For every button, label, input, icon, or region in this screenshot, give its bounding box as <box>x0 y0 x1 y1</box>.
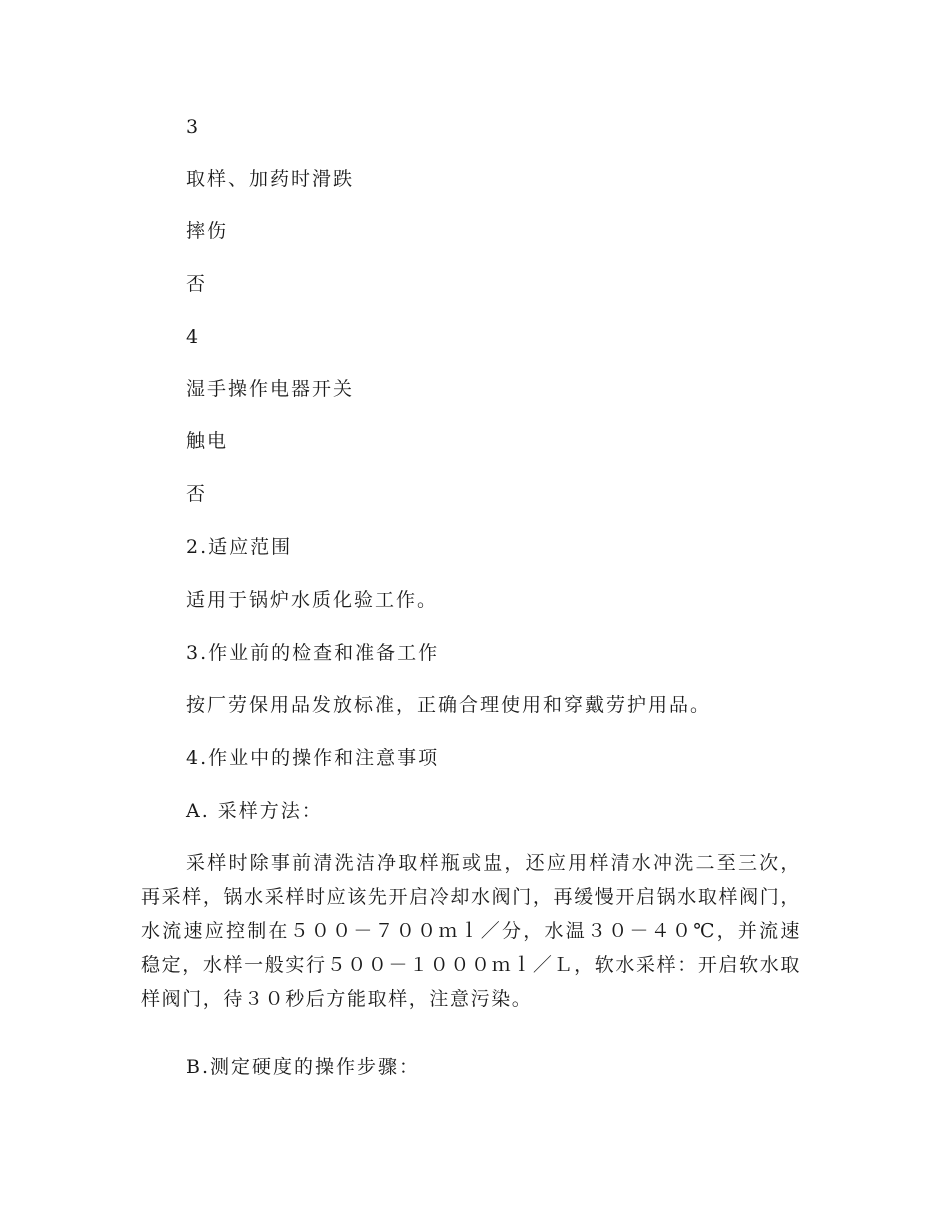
section-heading-scope: 2.适应范围 <box>186 536 293 558</box>
sampling-method-paragraph: 采样时除事前清洗洁净取样瓶或盅，还应用样清水冲洗二至三次，再采样，锅水采样时应该先开启冷却水阀门，再缓慢开启锅水取样阀门，水流速应控制在５００－７００ｍｌ／分，水温３０－４０℃，并流速稳定，水样一般实行５００－１０００ｍｌ／Ｌ，软水采样：开启软水取样阀门，待３０秒后方能取样，注意污染。 <box>141 852 801 1010</box>
hazard-consequence-shock: 触电 <box>186 430 229 452</box>
section-heading-preparation: 3.作业前的检查和准备工作 <box>186 642 440 664</box>
scope-text: 适用于锅炉水质化验工作。 <box>186 589 439 611</box>
hazard-flag-no: 否 <box>186 483 208 505</box>
hazard-activity-wet-hands: 湿手操作电器开关 <box>186 378 355 400</box>
hazard-flag-no: 否 <box>186 273 208 295</box>
section-heading-operation: 4.作业中的操作和注意事项 <box>186 747 440 769</box>
subheading-hardness-steps: B.测定硬度的操作步骤： <box>186 1056 421 1078</box>
table-row-number-3: 3 <box>186 116 201 138</box>
hazard-activity-sampling: 取样、加药时滑跌 <box>186 168 355 190</box>
hazard-consequence-injury: 摔伤 <box>186 220 229 242</box>
subheading-sampling-method: A. 采样方法： <box>186 800 323 822</box>
table-row-number-4: 4 <box>186 326 201 348</box>
preparation-text: 按厂劳保用品发放标准，正确合理使用和穿戴劳护用品。 <box>186 694 712 716</box>
